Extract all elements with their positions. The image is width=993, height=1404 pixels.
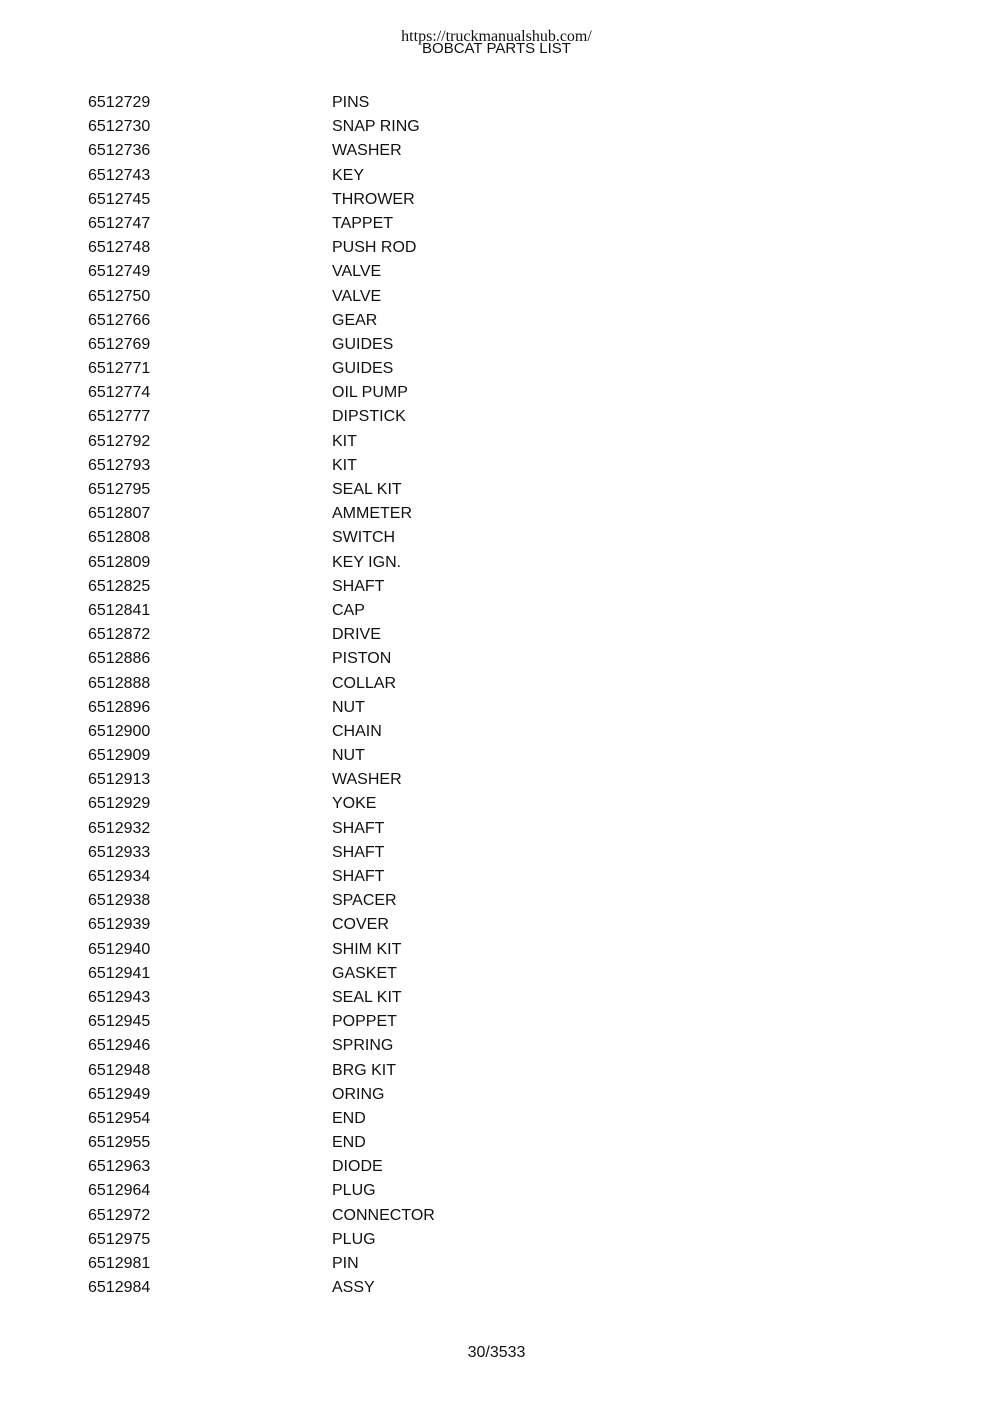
part-number: 6512795	[88, 481, 151, 498]
part-description: BRG KIT	[332, 1061, 397, 1079]
part-description: PLUG	[332, 1182, 376, 1200]
part-number: 6512745	[88, 190, 151, 208]
part-row	[88, 91, 435, 115]
part-description: DIPSTICK	[332, 408, 406, 426]
parts-list	[88, 91, 435, 1300]
part-description: SWITCH	[332, 529, 396, 547]
part-description: TAPPET	[332, 214, 394, 232]
part-description: KIT	[332, 456, 357, 474]
part-row	[88, 260, 435, 284]
part-row	[88, 1010, 435, 1034]
part-number: 6512769	[88, 335, 151, 353]
part-number: 6512934	[88, 868, 151, 885]
part-description: ASSY	[332, 1279, 375, 1297]
part-description: VALVE	[332, 263, 382, 281]
part-number: 6512888	[88, 674, 151, 692]
part-number: 6512938	[88, 892, 151, 910]
part-row	[88, 1155, 435, 1179]
part-number: 6512774	[88, 384, 151, 402]
part-row	[88, 236, 435, 260]
part-number: 6512793	[88, 456, 151, 474]
part-row	[88, 1107, 435, 1131]
part-description: SHAFT	[332, 819, 385, 837]
document-title: BOBCAT PARTS LIST	[422, 40, 571, 57]
part-number: 6512886	[88, 650, 151, 668]
part-description: END	[332, 1109, 366, 1127]
part-row	[88, 1276, 435, 1300]
part-number: 6512945	[88, 1013, 151, 1031]
part-number: 6512943	[88, 988, 151, 1006]
part-row	[88, 938, 435, 962]
part-number: 6512932	[88, 819, 151, 837]
part-row	[88, 913, 435, 937]
part-description: VALVE	[332, 287, 382, 305]
part-number: 6512747	[88, 214, 151, 232]
part-number: 6512964	[88, 1182, 151, 1200]
part-row	[88, 430, 435, 454]
part-description: SPRING	[332, 1037, 394, 1055]
part-number: 6512933	[88, 843, 151, 861]
part-description: PIN	[332, 1255, 359, 1272]
part-description: COVER	[332, 916, 389, 934]
part-row	[88, 526, 435, 550]
part-description: CHAIN	[332, 722, 382, 740]
part-description: GUIDES	[332, 360, 394, 378]
part-row	[88, 986, 435, 1010]
part-number: 6512900	[88, 722, 151, 740]
part-number: 6512913	[88, 771, 151, 789]
part-number: 6512809	[88, 553, 151, 571]
part-row	[88, 792, 435, 816]
part-description: GEAR	[332, 311, 378, 329]
part-row	[88, 1204, 435, 1228]
part-number: 6512972	[88, 1206, 151, 1224]
part-number: 6512940	[88, 940, 151, 958]
part-number: 6512825	[88, 577, 151, 595]
part-description: KIT	[332, 432, 357, 450]
part-row	[88, 599, 435, 623]
part-row	[88, 502, 435, 526]
part-number: 6512946	[88, 1037, 151, 1055]
part-description: SEAL KIT	[332, 988, 402, 1006]
part-number: 6512730	[88, 118, 151, 136]
part-number: 6512743	[88, 166, 151, 184]
part-description: DRIVE	[332, 626, 381, 644]
part-row	[88, 212, 435, 236]
part-number: 6512792	[88, 432, 151, 450]
part-number: 6512896	[88, 698, 151, 716]
part-number: 6512777	[88, 408, 151, 426]
part-row	[88, 1034, 435, 1058]
part-row	[88, 381, 435, 405]
part-description: NUT	[332, 747, 365, 765]
part-description: SHAFT	[332, 868, 385, 885]
part-number: 6512949	[88, 1085, 151, 1103]
part-row	[88, 1228, 435, 1252]
part-number: 6512954	[88, 1109, 151, 1127]
part-description: PLUG	[332, 1230, 376, 1248]
part-description: THROWER	[332, 190, 415, 208]
part-row	[88, 889, 435, 913]
part-description: COLLAR	[332, 674, 397, 692]
part-row	[88, 672, 435, 696]
part-number: 6512984	[88, 1279, 151, 1297]
part-number: 6512729	[88, 94, 151, 111]
part-description: OIL PUMP	[332, 384, 408, 402]
part-row	[88, 164, 435, 188]
part-number: 6512963	[88, 1158, 151, 1176]
part-number: 6512771	[88, 360, 151, 378]
part-row	[88, 309, 435, 333]
part-row	[88, 962, 435, 986]
part-description: KEY	[332, 166, 365, 184]
part-row	[88, 865, 435, 889]
part-description: SEAL KIT	[332, 481, 402, 498]
part-number: 6512975	[88, 1230, 151, 1248]
part-row	[88, 405, 435, 429]
header-url: https://truckmanualshub.com/	[401, 28, 592, 45]
part-row	[88, 333, 435, 357]
page-number: 30/3533	[467, 1344, 526, 1361]
part-row	[88, 478, 435, 502]
part-row	[88, 1252, 435, 1276]
part-row	[88, 454, 435, 478]
part-description: DIODE	[332, 1158, 383, 1176]
part-row	[88, 115, 435, 139]
part-row	[88, 841, 435, 865]
part-description: ORING	[332, 1085, 385, 1103]
part-row	[88, 551, 435, 575]
part-number: 6512939	[88, 916, 151, 934]
part-number: 6512929	[88, 795, 151, 813]
part-description: GUIDES	[332, 335, 394, 353]
part-number: 6512841	[88, 601, 151, 619]
part-description: YOKE	[332, 795, 377, 813]
part-number: 6512948	[88, 1061, 151, 1079]
part-description: WASHER	[332, 771, 402, 789]
part-number: 6512749	[88, 263, 151, 281]
part-row	[88, 720, 435, 744]
part-row	[88, 768, 435, 792]
part-number: 6512941	[88, 964, 151, 982]
part-number: 6512766	[88, 311, 151, 329]
part-row	[88, 575, 435, 599]
part-description: AMMETER	[332, 505, 412, 523]
part-description: END	[332, 1134, 366, 1152]
part-number: 6512748	[88, 239, 151, 257]
part-description: NUT	[332, 698, 365, 716]
part-description: SPACER	[332, 892, 397, 910]
part-row	[88, 623, 435, 647]
part-description: KEY IGN.	[332, 553, 402, 571]
part-row	[88, 647, 435, 671]
part-row	[88, 188, 435, 212]
part-row	[88, 357, 435, 381]
part-description: SHAFT	[332, 843, 385, 861]
part-row	[88, 1179, 435, 1203]
part-row	[88, 139, 435, 163]
part-description: GASKET	[332, 964, 397, 982]
part-number: 6512981	[88, 1255, 151, 1272]
part-description: SHIM KIT	[332, 940, 402, 958]
part-description: PUSH ROD	[332, 239, 417, 257]
part-number: 6512909	[88, 747, 151, 765]
part-row	[88, 1131, 435, 1155]
part-description: PINS	[332, 94, 370, 111]
part-row	[88, 817, 435, 841]
part-number: 6512736	[88, 142, 151, 160]
part-description: POPPET	[332, 1013, 397, 1031]
part-row	[88, 285, 435, 309]
part-number: 6512750	[88, 287, 151, 305]
part-description: PISTON	[332, 650, 392, 668]
part-description: SHAFT	[332, 577, 385, 595]
part-description: WASHER	[332, 142, 402, 160]
part-row	[88, 696, 435, 720]
part-row	[88, 1059, 435, 1083]
part-number: 6512872	[88, 626, 151, 644]
part-description: CAP	[332, 601, 365, 619]
part-number: 6512808	[88, 529, 151, 547]
part-row	[88, 744, 435, 768]
part-number: 6512807	[88, 505, 151, 523]
part-description: CONNECTOR	[332, 1206, 435, 1224]
part-number: 6512955	[88, 1134, 151, 1152]
part-row	[88, 1083, 435, 1107]
part-description: SNAP RING	[332, 118, 420, 136]
